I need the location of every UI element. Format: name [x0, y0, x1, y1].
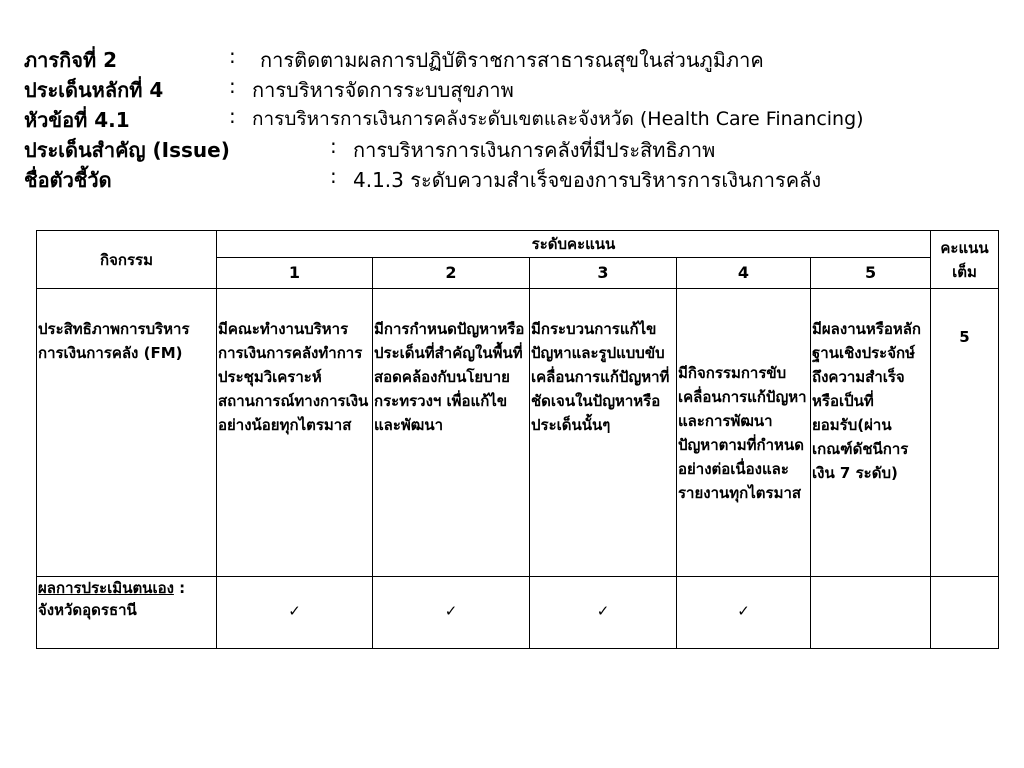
self-eval-province: จังหวัดอุดรธานี: [38, 601, 137, 619]
topic-value: การบริหารการเงินการคลังระดับเขตและจังหวัด (Health Care Financing): [252, 108, 864, 130]
activity-cell: ประสิทธิภาพการบริหารการเงินการคลัง (FM): [37, 289, 217, 577]
self-eval-cell: [37, 577, 217, 649]
rubric-table: [36, 230, 999, 649]
main-issue-value: การบริหารจัดการระบบสุขภาพ: [252, 78, 514, 102]
full-score-header: คะแนนเต็ม: [931, 231, 999, 289]
topic-label: หัวข้อที่ 4.1: [24, 108, 130, 132]
level-3-header: 3: [530, 258, 677, 289]
mission-value: การติดตามผลการปฏิบัติราชการสาธารณสุขในส่วนภูมิภาค: [260, 48, 764, 72]
header-row: [37, 231, 999, 258]
level-2-header: 2: [373, 258, 530, 289]
check-icon: ✓: [373, 577, 530, 649]
level-1-header: 1: [217, 258, 373, 289]
check-icon: ✓: [677, 577, 811, 649]
self-evaluation-row: [37, 577, 999, 649]
colon: :: [229, 74, 236, 98]
criterion-level-2: มีการกำหนดปัญหาหรือประเด็นที่สำคัญในพื้นที่สอดคล้องกับนโยบายกระทรวงฯ เพื่อแก้ไขและพัฒนา: [373, 289, 530, 577]
criterion-level-4: มีกิจกรรมการขับเคลื่อนการแก้ปัญหาและการพัฒนาปัญหาตามที่กำหนดอย่างต่อเนื่องและรายงานทุกไตรมาส: [677, 289, 811, 577]
self-eval-label: ผลการประเมินตนเอง: [38, 579, 174, 597]
check-icon: ✓: [217, 577, 373, 649]
indicator-label: ชื่อตัวชี้วัด: [24, 168, 112, 192]
main-issue-label: ประเด็นหลักที่ 4: [24, 78, 164, 102]
self-eval-sep: :: [173, 579, 186, 597]
colon: :: [229, 104, 236, 128]
criterion-level-1: มีคณะทำงานบริหารการเงินการคลังทำการประชุมวิเคราะห์สถานการณ์ทางการเงินอย่างน้อยทุกไตรมาส: [217, 289, 373, 577]
colon: :: [330, 134, 337, 158]
level-header: ระดับคะแนน: [217, 231, 931, 258]
colon: :: [229, 44, 236, 68]
criterion-level-3: มีกระบวนการแก้ไขปัญหาและรูปแบบขับเคลื่อนการแก้ปัญหาที่ชัดเจนในปัญหาหรือประเด็นนั้นๆ: [530, 289, 677, 577]
indicator-value: 4.1.3 ระดับความสำเร็จของการบริหารการเงินการคลัง: [353, 168, 822, 192]
colon: :: [330, 164, 337, 188]
activity-header: กิจกรรม: [37, 231, 217, 289]
full-score-value: 5: [931, 289, 999, 577]
check-icon: ✓: [530, 577, 677, 649]
level-4-header: 4: [677, 258, 811, 289]
key-issue-value: การบริหารการเงินการคลังที่มีประสิทธิภาพ: [353, 138, 716, 162]
check-empty-level-5: [811, 577, 931, 649]
mission-label: ภารกิจที่ 2: [24, 48, 118, 72]
key-issue-label: ประเด็นสำคัญ (Issue): [24, 138, 230, 162]
level-5-header: 5: [811, 258, 931, 289]
criteria-row: [37, 289, 999, 577]
criterion-level-5: มีผลงานหรือหลักฐานเชิงประจักษ์ถึงความสำเร็จหรือเป็นที่ยอมรับ(ผ่านเกณฑ์ดัชนีการเงิน 7 ระดับ): [811, 289, 931, 577]
check-empty-full-score: [931, 577, 999, 649]
